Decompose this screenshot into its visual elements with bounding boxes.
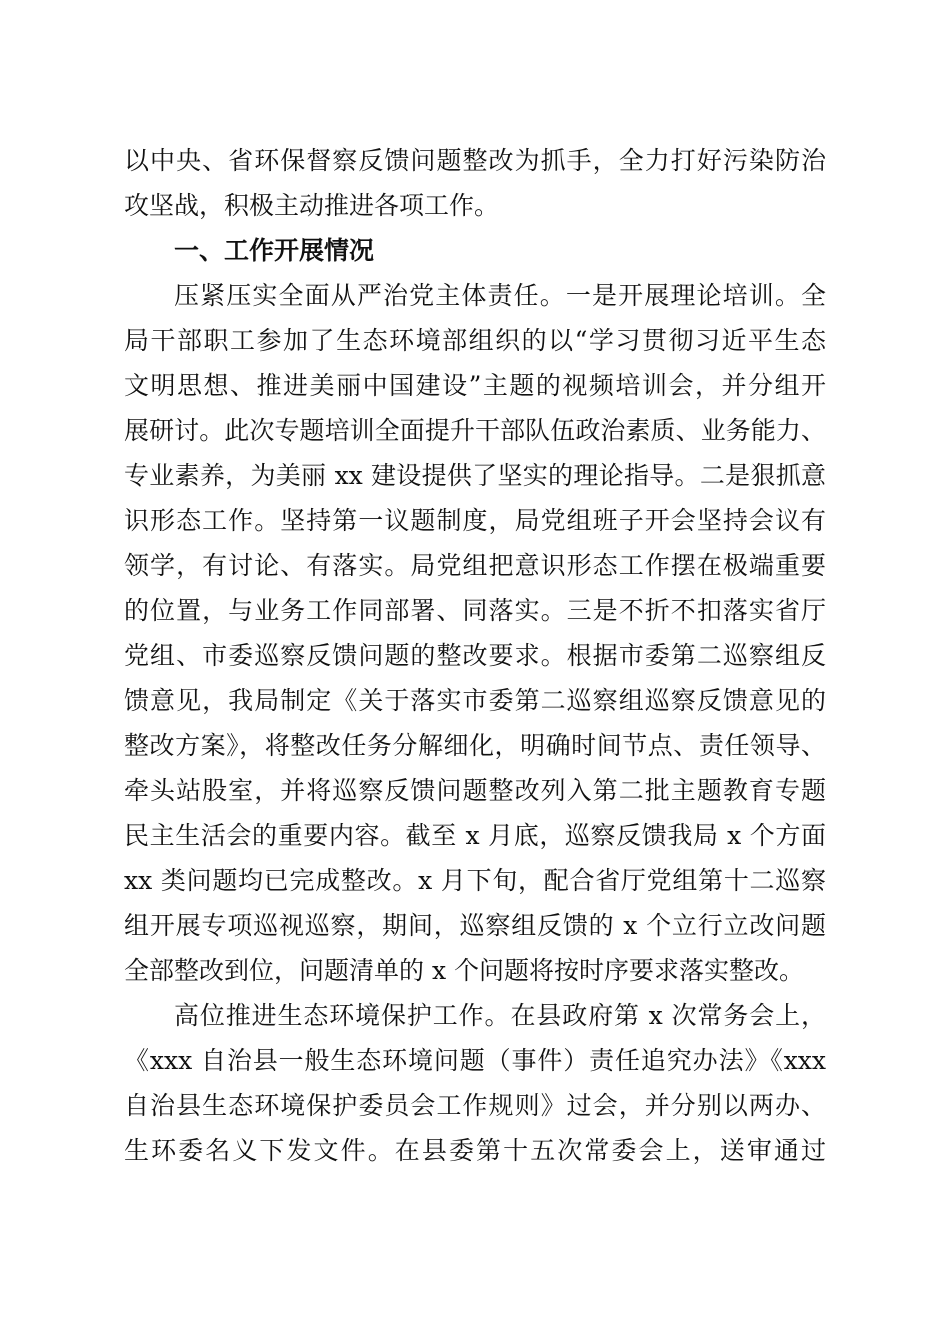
paragraph-line: 整改方案》，将整改任务分解细化，明确时间节点、责任领导、 <box>124 731 826 760</box>
paragraph-line: 全部整改到位，问题清单的 x 个问题将按时序要求落实整改。 <box>124 956 804 985</box>
paragraph-line: 自治县生态环境保护委员会工作规则》过会，并分别以两办、 <box>124 1091 826 1120</box>
paragraph-line: 的位置，与业务工作同部署、同落实。三是不折不扣落实省厅 <box>124 596 826 625</box>
paragraph-line: 压紧压实全面从严治党主体责任。一是开展理论培训。全 <box>174 281 826 310</box>
section-heading: 一、工作开展情况 <box>174 236 375 265</box>
paragraph-line: 生环委名义下发文件。在县委第十五次常委会上，送审通过 <box>124 1136 826 1165</box>
paragraph-party-responsibility <box>124 273 826 993</box>
intro-line-2: 攻坚战，积极主动推进各项工作。 <box>124 191 500 220</box>
paragraph-line: 文明思想、推进美丽中国建设”主题的视频培训会，并分组开 <box>124 371 826 400</box>
paragraph-line: 高位推进生态环境保护工作。在县政府第 x 次常务会上， <box>174 1001 826 1030</box>
paragraph-line: 识形态工作。坚持第一议题制度，局党组班子开会坚持会议有 <box>124 506 826 535</box>
paragraph-line: 展研讨。此次专题培训全面提升干部队伍政治素质、业务能力、 <box>124 416 826 445</box>
intro-line-1: 以中央、省环保督察反馈问题整改为抓手，全力打好污染防治 <box>124 146 826 175</box>
paragraph-line: 《xxx 自治县一般生态环境问题（事件）责任追究办法》《xxx <box>124 1046 826 1075</box>
paragraph-line: 馈意见，我局制定《关于落实市委第二巡察组巡察反馈意见的 <box>124 686 826 715</box>
paragraph-line: 民主生活会的重要内容。截至 x 月底，巡察反馈我局 x 个方面 <box>124 821 826 850</box>
paragraph-line: 党组、市委巡察反馈问题的整改要求。根据市委第二巡察组反 <box>124 641 826 670</box>
paragraph-line: 组开展专项巡视巡察，期间，巡察组反馈的 x 个立行立改问题 <box>124 911 826 940</box>
document-body <box>124 138 826 1173</box>
paragraph-line: xx 类问题均已完成整改。x 月下旬，配合省厅党组第十二巡察 <box>124 866 826 895</box>
paragraph-line: 牵头站股室，并将巡察反馈问题整改列入第二批主题教育专题 <box>124 776 826 805</box>
paragraph-line: 领学，有讨论、有落实。局党组把意识形态工作摆在极端重要 <box>124 551 826 580</box>
paragraph-line: 专业素养，为美丽 xx 建设提供了坚实的理论指导。二是狠抓意 <box>124 461 826 490</box>
paragraph-eco-protection <box>124 993 826 1173</box>
paragraph-line: 局干部职工参加了生态环境部组织的以“学习贯彻习近平生态 <box>124 326 826 355</box>
